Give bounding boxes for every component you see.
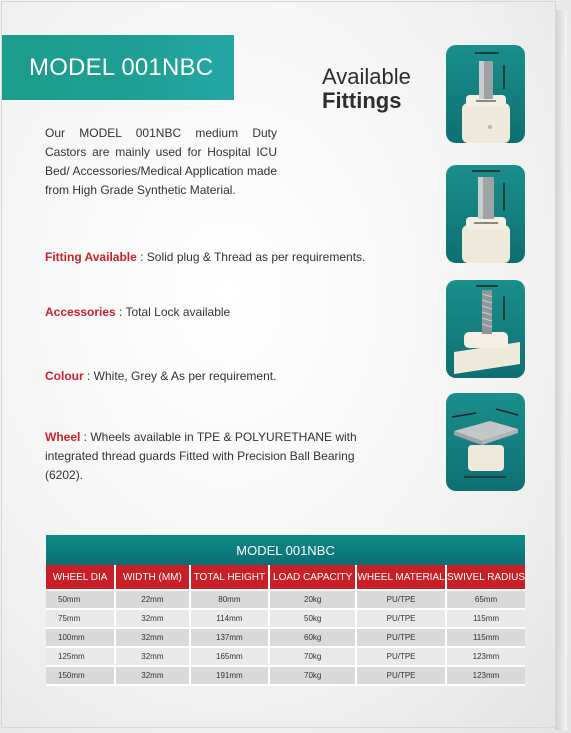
- spec-table-title: MODEL 001NBC: [46, 535, 525, 565]
- header-total-height: TOTAL HEIGHT: [191, 565, 271, 591]
- cell-wheel-material: PU/TPE: [357, 629, 447, 648]
- page-title: MODEL 001NBC: [29, 53, 214, 81]
- fitting-image-solid-plug-variant: [446, 165, 525, 263]
- fitting-image-top-plate: [446, 393, 525, 491]
- fitting-image-solid-plug: [446, 45, 525, 143]
- cell-width: 22mm: [116, 591, 190, 610]
- cell-wheel-dia: 150mm: [46, 667, 116, 686]
- cell-width: 32mm: [116, 629, 190, 648]
- cell-load-capacity: 20kg: [270, 591, 357, 610]
- cell-wheel-material: PU/TPE: [357, 610, 447, 629]
- fittings-heading: [322, 66, 411, 112]
- cell-total-height: 191mm: [191, 667, 271, 686]
- feature-text: : Solid plug & Thread as per requirements.: [136, 250, 366, 264]
- cell-total-height: 80mm: [191, 591, 271, 610]
- feature-colour: [45, 367, 276, 386]
- cell-wheel-dia: 75mm: [46, 610, 116, 629]
- fittings-heading-line1: Available: [322, 64, 411, 89]
- solid-plug-variant-illustration: [446, 165, 525, 263]
- cell-load-capacity: 70kg: [270, 667, 357, 686]
- feature-label: Fitting Available: [45, 250, 137, 264]
- cell-wheel-dia: 50mm: [46, 591, 116, 610]
- feature-text: : White, Grey & As per requirement.: [83, 369, 277, 383]
- feature-fitting: [45, 248, 365, 267]
- header-wheel-dia: WHEEL DIA: [46, 565, 116, 591]
- cell-wheel-dia: 125mm: [46, 648, 116, 667]
- fitting-image-thread-stem: [446, 280, 525, 378]
- cell-total-height: 137mm: [191, 629, 271, 648]
- header-wheel-material: WHEEL MATERIAL: [357, 565, 447, 591]
- cell-swivel-radius: 123mm: [447, 667, 525, 686]
- cell-total-height: 114mm: [191, 610, 271, 629]
- cell-load-capacity: 70kg: [270, 648, 357, 667]
- cell-swivel-radius: 65mm: [447, 591, 525, 610]
- cell-width: 32mm: [116, 667, 190, 686]
- cell-wheel-material: PU/TPE: [357, 591, 447, 610]
- feature-label: Accessories: [45, 305, 116, 319]
- spec-table: [46, 535, 525, 686]
- table-row: [46, 610, 525, 629]
- cell-swivel-radius: 123mm: [447, 648, 525, 667]
- feature-accessories: [45, 303, 230, 322]
- feature-label: Colour: [45, 369, 84, 383]
- cell-wheel-dia: 100mm: [46, 629, 116, 648]
- table-row: [46, 667, 525, 686]
- cell-swivel-radius: 115mm: [447, 629, 525, 648]
- cell-load-capacity: 60kg: [270, 629, 357, 648]
- cell-swivel-radius: 115mm: [447, 610, 525, 629]
- thread-stem-illustration: [446, 280, 525, 378]
- intro-paragraph: Our MODEL 001NBC medium Duty Castors are mainly used for Hospital ICU Bed/ Accessories/Medical Application made from High Grade Synthetic Material.: [45, 126, 277, 197]
- page-shadow: [555, 10, 567, 730]
- cell-total-height: 165mm: [191, 648, 271, 667]
- spec-table-header-row: [46, 565, 525, 591]
- top-plate-illustration: [446, 393, 525, 491]
- table-row: [46, 591, 525, 610]
- feature-text: : Wheels available in TPE & POLYURETHANE with integrated thread guards Fitted with Precision Ball Bearing (6202).: [45, 430, 357, 482]
- feature-text: : Total Lock available: [115, 305, 231, 319]
- table-row: [46, 648, 525, 667]
- fittings-heading-line2: Fittings: [322, 88, 402, 113]
- cell-wheel-material: PU/TPE: [357, 667, 447, 686]
- header-swivel-radius: SWIVEL RADIUS: [447, 565, 525, 591]
- title-banner: [2, 35, 234, 100]
- cell-load-capacity: 50kg: [270, 610, 357, 629]
- header-load-capacity: LOAD CAPACITY: [270, 565, 357, 591]
- cell-wheel-material: PU/TPE: [357, 648, 447, 667]
- feature-wheel: [45, 428, 365, 485]
- cell-width: 32mm: [116, 648, 190, 667]
- cell-width: 32mm: [116, 610, 190, 629]
- header-width: WIDTH (MM): [116, 565, 190, 591]
- spec-table-title-row: [46, 535, 525, 565]
- table-row: [46, 629, 525, 648]
- solid-plug-illustration: [446, 45, 525, 143]
- feature-label: Wheel: [45, 430, 81, 444]
